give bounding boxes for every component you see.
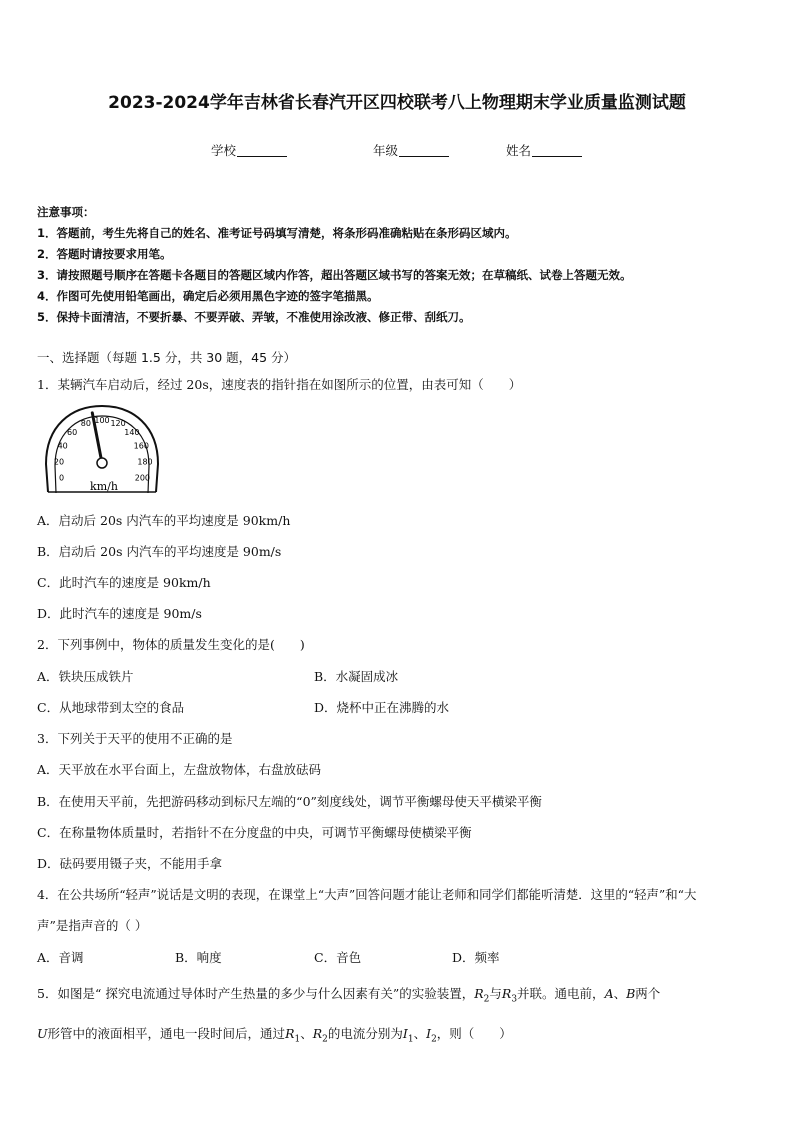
- question-2-option-d: D．烧杯中正在沸腾的水: [314, 700, 450, 715]
- q5-symbol-r: R: [285, 1026, 295, 1041]
- question-2-option-c: C．从地球带到太空的食品: [37, 700, 185, 715]
- q5-symbol-a: A: [604, 986, 614, 1001]
- q5-text: 的电流分别为: [327, 1026, 403, 1041]
- q5-subscript: 1: [407, 1034, 414, 1045]
- gauge-tick-label: 140: [124, 428, 140, 438]
- q5-subscript: 2: [431, 1034, 437, 1045]
- grade-field: [373, 141, 449, 159]
- gauge-tick-label: 80: [80, 419, 91, 429]
- q5-text: 、: [413, 1026, 427, 1041]
- gauge-tick-label: 20: [53, 457, 65, 467]
- gauge-tick-label: 120: [110, 419, 126, 429]
- question-1-option-a: A．启动后 20s 内汽车的平均速度是 90km/h: [37, 513, 291, 528]
- notice-item: 4．作图可先使用铅笔画出，确定后必须用黑色字迹的签字笔描黑。: [37, 289, 379, 303]
- q5-text: 、: [613, 986, 627, 1001]
- gauge-tick-labels: [54, 416, 153, 483]
- question-1-option-b: B．启动后 20s 内汽车的平均速度是 90m/s: [37, 544, 282, 559]
- gauge-tick-label: 60: [67, 428, 78, 438]
- school-label: 学校: [211, 143, 237, 158]
- question-1-option-c: C．此时汽车的速度是 90km/h: [37, 575, 211, 590]
- question-2-option-a: A．铁块压成铁片: [37, 669, 134, 684]
- q5-text: ，则（ ）: [436, 1026, 512, 1041]
- notice-item: 1．答题前，考生先将自己的姓名、准考证号码填写清楚，将条形码准确粘贴在条形码区域内。: [37, 226, 517, 240]
- question-1-stem: 1．某辆汽车启动后，经过 20s，速度表的指针指在如图所示的位置，由表可知（ ）: [37, 377, 522, 392]
- q5-subscript: 2: [322, 1034, 328, 1045]
- question-4-option-b: B．响度: [175, 950, 222, 965]
- name-field: [506, 141, 582, 159]
- q5-symbol-r: R: [501, 986, 512, 1001]
- gauge-needle-hub: [97, 458, 107, 468]
- question-4-option-d: D．频率: [452, 950, 500, 965]
- speedometer-figure: [40, 404, 164, 496]
- q5-text: 形管中的液面相平，通电一段时间后，通过: [47, 1026, 286, 1041]
- q5-subscript: 3: [511, 994, 518, 1005]
- section-heading: 一、选择题（每题 1.5 分，共 30 题，45 分）: [37, 350, 297, 365]
- question-2-option-b: B．水凝固成冰: [314, 669, 399, 684]
- question-4-stem-line2: 声”是指声音的（ ）: [37, 918, 148, 933]
- question-4-option-c: C．音色: [314, 950, 362, 965]
- q5-symbol-r: R: [312, 1026, 323, 1041]
- question-5-stem-line1: [37, 984, 660, 1005]
- q5-symbol-i: I: [426, 1026, 432, 1041]
- q5-symbol-r: R: [474, 986, 484, 1001]
- gauge-tick-label: 160: [133, 441, 149, 451]
- question-1-option-d: D．此时汽车的速度是 90m/s: [37, 606, 202, 621]
- q5-subscript: 1: [294, 1034, 301, 1045]
- q5-text: 5．如图是“ 探究电流通过导体时产生热量的多少与什么因素有关”的实验装置，: [37, 986, 475, 1001]
- question-3-option-d: D．砝码要用镊子夹，不能用手拿: [37, 856, 223, 871]
- gauge-tick-label: 40: [57, 441, 68, 451]
- q5-symbol-i: I: [402, 1026, 408, 1041]
- question-3-option-b: B．在使用天平前，先把游码移动到标尺左端的“0”刻度线处，调节平衡螺母使天平横梁平衡: [37, 794, 542, 809]
- question-2-stem: 2．下列事例中，物体的质量发生变化的是( ): [37, 637, 305, 652]
- q5-subscript: 2: [483, 994, 490, 1005]
- q5-text: 并联。通电前，: [517, 986, 605, 1001]
- question-3-option-a: A．天平放在水平台面上，左盘放物体，右盘放砝码: [37, 762, 322, 777]
- question-3-stem: 3．下列关于天平的使用不正确的是: [37, 731, 233, 746]
- grade-label: 年级: [373, 143, 399, 158]
- gauge-unit-label: km/h: [90, 480, 118, 493]
- school-field: [211, 141, 287, 159]
- q5-text: 与: [489, 986, 502, 1001]
- question-5-stem-line2: [37, 1024, 512, 1045]
- q5-text: 两个: [635, 986, 661, 1001]
- name-label: 姓名: [506, 143, 532, 158]
- notice-item: 2．答题时请按要求用笔。: [37, 247, 172, 261]
- notice-heading: 注意事项：: [37, 205, 95, 219]
- q5-symbol-b: B: [626, 986, 636, 1001]
- gauge-tick-label: 200: [134, 473, 151, 483]
- q5-symbol-u: U: [37, 1026, 48, 1041]
- grade-blank: [399, 144, 449, 157]
- q5-text: 、: [300, 1026, 313, 1041]
- gauge-tick-label: 180: [137, 457, 153, 467]
- question-4-option-a: A．音调: [37, 950, 84, 965]
- question-3-option-c: C．在称量物体质量时，若指针不在分度盘的中央，可调节平衡螺母使横梁平衡: [37, 825, 472, 840]
- notice-item: 3．请按照题号顺序在答题卡各题目的答题区域内作答，超出答题区域书写的答案无效；在草稿纸、试卷上答题无效。: [37, 268, 632, 282]
- name-blank: [532, 144, 582, 157]
- gauge-tick-label: 0: [59, 473, 65, 483]
- gauge-tick-label: 100: [94, 416, 110, 425]
- page-title: 2023-2024学年吉林省长春汽开区四校联考八上物理期末学业质量监测试题: [108, 93, 686, 113]
- question-4-stem-line1: 4．在公共场所“轻声”说话是文明的表现，在课堂上“大声”回答问题才能让老师和同学们都能听清楚．这里的“轻声”和“大: [37, 887, 697, 902]
- school-blank: [237, 144, 287, 157]
- notice-item: 5．保持卡面清洁，不要折暴、不要弄破、弄皱，不准使用涂改液、修正带、刮纸刀。: [37, 310, 471, 324]
